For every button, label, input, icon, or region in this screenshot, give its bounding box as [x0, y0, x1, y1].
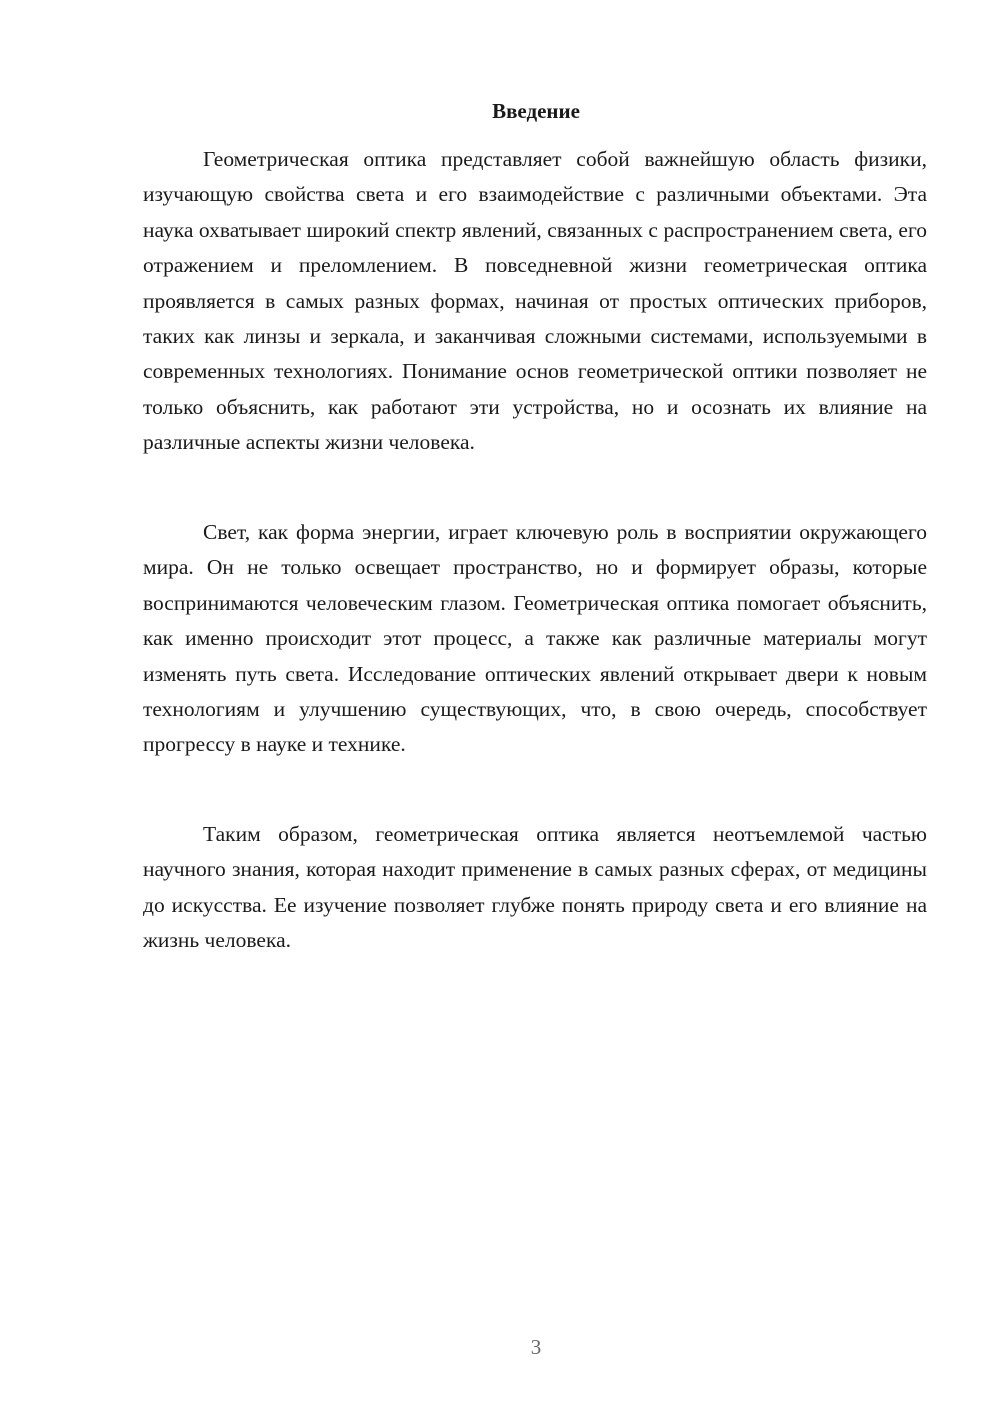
paragraph-1: Геометрическая оптика представляет собой важнейшую область физики, изучающую свойства света и его взаимодействие с различными объектами. Эта наука охватывает широкий спектр явлений, связанных с распространением света, его отражением и преломлением. В повседневной жизни геометрическая оптика проявляется в самых разных формах, начиная от простых оптических приборов, таких как линзы и зеркала, и заканчивая сложными системами, используемыми в современных технологиях. Понимание основ геометрической оптики позволяет не только объяснить, как работают эти устройства, но и осознать их влияние на различные аспекты жизни человека. [143, 147, 927, 455]
paragraph-3: Таким образом, геометрическая оптика является неотъемлемой частью научного знания, которая находит применение в самых разных сферах, от медицины до искусства. Ее изучение позволяет глубже понять природу света и его влияние на жизнь человека. [143, 822, 927, 953]
page-title: Введение [492, 99, 580, 123]
paragraph-2: Свет, как форма энергии, играет ключевую роль в восприятии окружающего мира. Он не только освещает пространство, но и формирует образы, которые воспринимаются человеческим глазом. Геометрическая оптика помогает объяснить, как именно происходит этот процесс, а также как различные материалы могут изменять путь света. Исследование оптических явлений открывает двери к новым технологиям и улучшению существующих, что, в свою очередь, способствует прогрессу в науке и технике. [143, 520, 927, 757]
page-number: 3 [530, 1335, 542, 1359]
